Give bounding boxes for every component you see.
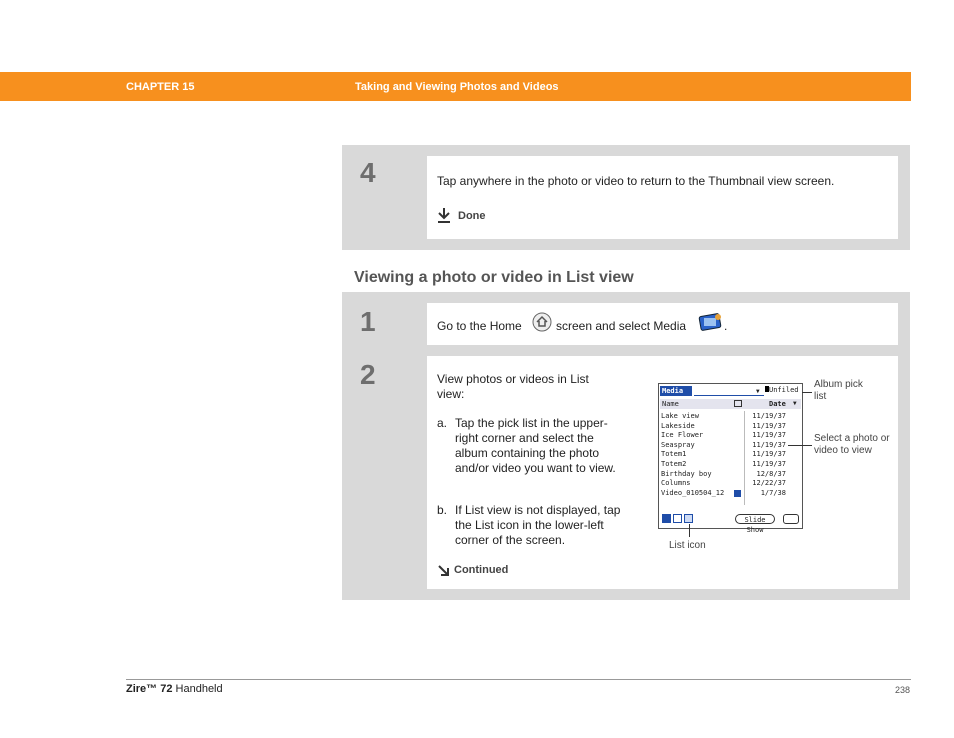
palm-title-bar <box>659 384 802 397</box>
callout-select: Select a photo or video to view <box>814 433 890 456</box>
step-1-text-a: Go to the Home <box>437 319 522 333</box>
slideshow-button[interactable]: Slide Show <box>735 514 775 524</box>
step-4-block <box>342 145 910 250</box>
home-icon <box>532 312 552 337</box>
list-item[interactable]: Ice Flower 11/19/37 <box>661 431 786 440</box>
palm-app-title: Media <box>660 386 692 396</box>
sort-arrow-icon: ▼ <box>793 400 797 407</box>
chapter-label: CHAPTER 15 <box>126 81 195 93</box>
list-item[interactable]: Columns 12/22/37 <box>661 479 786 488</box>
callout-line-select <box>788 445 812 446</box>
col-name: Name <box>662 400 679 408</box>
item-b-text: If List view is not displayed, tap the List icon in the lower-left corner of the screen. <box>455 503 621 547</box>
item-b-label: b. <box>437 503 448 517</box>
list-item[interactable]: Totem2 11/19/37 <box>661 459 786 468</box>
callout-line-album <box>802 392 812 393</box>
footer-product: Zire™ 72 Handheld <box>126 683 223 695</box>
list-item[interactable]: Totem1 11/19/37 <box>661 450 786 459</box>
step-number: 2 <box>360 359 376 390</box>
list-item[interactable]: Birthday boy 12/8/37 <box>661 469 786 478</box>
continued-arrow-icon <box>437 564 451 583</box>
step-1-body <box>427 303 898 345</box>
step-body <box>427 156 898 239</box>
list-view-icon[interactable] <box>684 514 693 523</box>
palm-rows <box>661 412 800 498</box>
list-item[interactable]: Seaspray 11/19/37 <box>661 440 786 449</box>
step-1-text-b: screen and select Media <box>556 319 687 333</box>
list-item[interactable]: Video_010504_12 1/7/38 <box>661 488 786 497</box>
chapter-title: Taking and Viewing Photos and Videos <box>355 81 559 93</box>
done-label: Done <box>458 210 486 222</box>
step-1-text-c: . <box>724 319 728 333</box>
item-a-text: Tap the pick list in the upper-right corner and select the album containing the photo and/or video you want to view. <box>455 416 616 475</box>
list-item[interactable]: Lake view 11/19/37 <box>661 412 786 420</box>
palm-column-header <box>660 399 801 409</box>
step-text: Tap anywhere in the photo or video to return to the Thumbnail view screen. <box>437 174 835 188</box>
step-number: 1 <box>360 306 376 337</box>
details-icon[interactable] <box>783 514 799 524</box>
video-icon <box>734 490 741 497</box>
callout-list-icon: List icon <box>669 540 706 551</box>
palm-screen <box>658 383 803 534</box>
thumbnail-view-icon[interactable] <box>673 514 682 523</box>
list-item[interactable]: Lakeside 11/19/37 <box>661 421 786 430</box>
col-type-icon <box>734 400 742 407</box>
col-date: Date <box>769 400 786 408</box>
done-icon <box>437 207 451 228</box>
continued-label: Continued <box>454 564 509 576</box>
callout-line-list-icon <box>689 524 690 537</box>
step-number: 4 <box>360 157 376 188</box>
item-a-label: a. <box>437 416 448 430</box>
step-2-intro: View photos or videos in List view: <box>437 372 589 401</box>
chapter-header-bar <box>0 72 911 101</box>
section-title: Viewing a photo or video in List view <box>354 269 634 286</box>
single-view-icon[interactable] <box>662 514 671 523</box>
pick-list-arrow-icon[interactable]: ▼ <box>756 388 760 395</box>
palm-bottom-bar <box>659 512 802 534</box>
footer-divider <box>126 679 911 680</box>
callout-album: Album pick list <box>814 379 863 402</box>
category-pick-list[interactable]: Unfiled <box>765 386 799 394</box>
page-number: 238 <box>895 685 911 695</box>
media-icon <box>697 311 728 338</box>
